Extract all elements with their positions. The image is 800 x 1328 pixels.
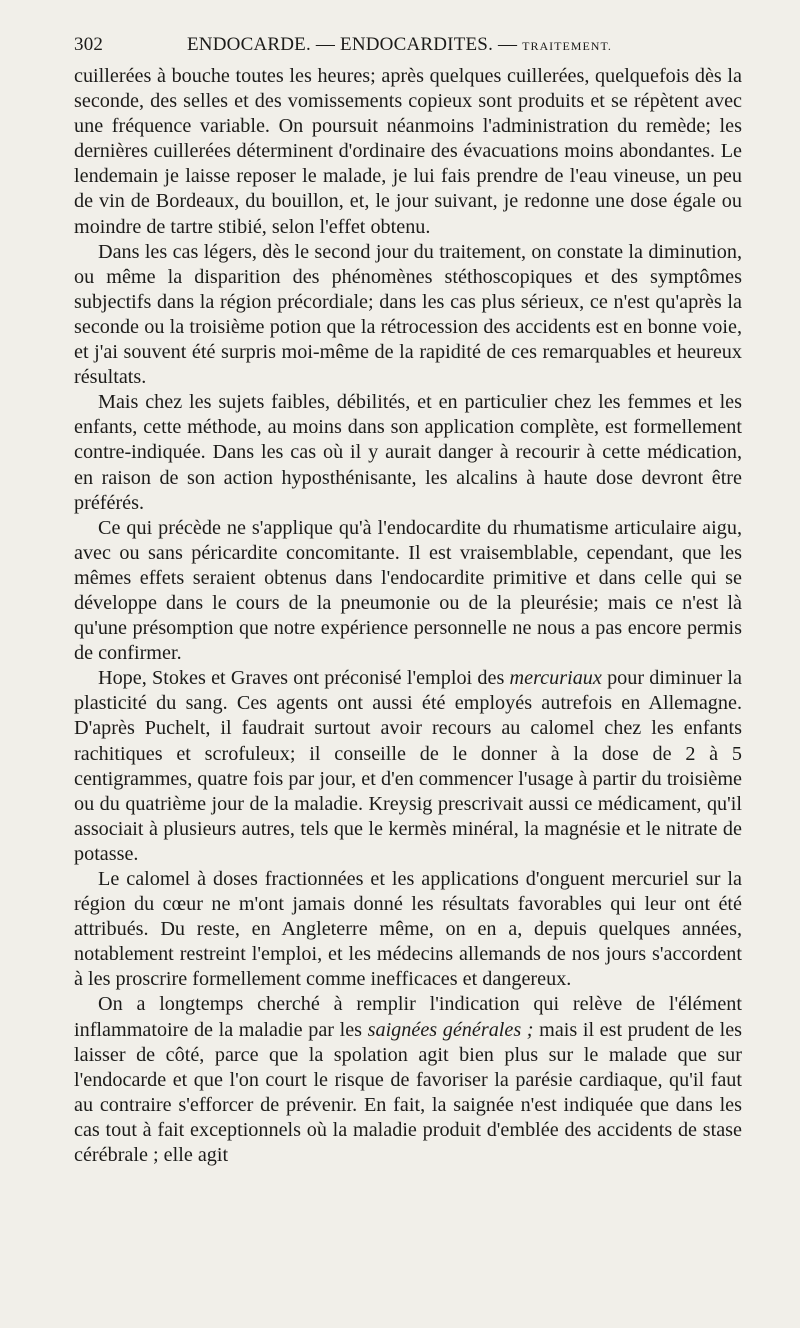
section-title: TRAITEMENT.	[522, 39, 612, 53]
paragraph-mercuriaux	[74, 666, 742, 867]
paragraph: Le calomel à doses fractionnées et les applications d'onguent mercuriel sur la région du cœur ne m'ont jamais donné les résultats favorables qui leur ont été attribués. Du reste, en Angleterre même, on en a, depuis quelques années, notablement restreint l'emploi, et les médecins allemands de nos jours s'accordent à les proscrire formellement comme inefficaces et dangereux.	[74, 868, 742, 991]
paragraph-continuation: cuillerées à bouche toutes les heures; après quelques cuillerées, quelquefois dès la seconde, des selles et des vomissements copieux sont produits et se répètent avec une fréquence variable. On poursuit néanmoins l'administration du remède; les dernières cuillerées déterminent d'ordinaire des évacuations moins abondantes. Le lendemain je laisse reposer le malade, je lui fais prendre de l'eau vineuse, un peu de vin de Bordeaux, du bouillon, et, le jour suivant, je redonne une dose égale ou moindre de tartre stibié, selon l'effet obtenu.	[74, 65, 742, 238]
paragraph-text: On a longtemps cherché à remplir l'indication qui relève de l'élément inflammatoire de la maladie par les	[74, 993, 742, 1041]
paragraph-text: Hope, Stokes et Graves ont préconisé l'emploi des	[98, 667, 510, 690]
paragraph: Ce qui précède ne s'applique qu'à l'endocardite du rhumatisme articulaire aigu, avec ou sans péricardite concomitante. Il est vraisemblable, cependant, que les mêmes effets seraient obtenus dans l'endocardite primitive et dans celle qui se développe dans le cours de la pneumonie ou de la pleurésie; mais ce n'est là qu'une présomption que notre expérience personnelle ne nous a pas encore permis de confirmer.	[74, 516, 742, 665]
running-header	[74, 34, 742, 64]
paragraph-saignees	[74, 992, 742, 1168]
paragraph-text: mais il est prudent de les laisser de côté, parce que la spolation agit bien plus sur le malade que sur l'endocarde et que l'on court le risque de favoriser la parésie cardiaque, qu'il faut au contraire s'efforcer de prévenir. En fait, la saignée n'est indiquée que dans les cas tout à fait exceptionnels où la maladie produit d'emblée des accidents de stase cérébrale ; elle agit	[74, 1018, 743, 1167]
page-number: 302	[74, 34, 104, 55]
page-body	[74, 64, 742, 1168]
running-title-text: ENDOCARDE. — ENDOCARDITES. —	[187, 34, 518, 55]
paragraph-text: pour diminuer la plasticité du sang. Ces agents ont aussi été employés autrefois en Allemagne. D'après Puchelt, il faudrait surtout avoir recours au calomel chez les enfants rachitiques et scrofuleux; il conseille de le donner à la dose de 2 à 5 centigrammes, quatre fois par jour, et d'en commencer l'usage à partir du troisième ou du quatrième jour de la maladie. Kreysig prescrivait aussi ce médicament, qu'il associait à plusieurs autres, tels que le kermès minéral, la magnésie et le nitrate de potasse.	[74, 667, 742, 865]
paragraph: Dans les cas légers, dès le second jour du traitement, on constate la diminution, ou même la disparition des phénomènes stéthoscopiques et des symptômes subjectifs dans la région précordiale; dans les cas plus sérieux, ce n'est qu'après la seconde ou la troisième potion que la rétrocession des accidents est en bonne voie, et j'ai souvent été surpris moi-même de la rapidité de ces remarquables et heureux résultats.	[74, 240, 742, 389]
italic-term: saignées générales ;	[367, 1018, 534, 1041]
running-title	[187, 34, 612, 56]
paragraph: Mais chez les sujets faibles, débilités, et en particulier chez les femmes et les enfants, cette méthode, au moins dans son application complète, est formellement contre-indiquée. Dans les cas où il y aurait danger à recourir à cette médication, en raison de son action hyposthénisante, les alcalins à haute dose devront être préférés.	[74, 391, 742, 514]
italic-term: mercuriaux	[509, 667, 602, 690]
